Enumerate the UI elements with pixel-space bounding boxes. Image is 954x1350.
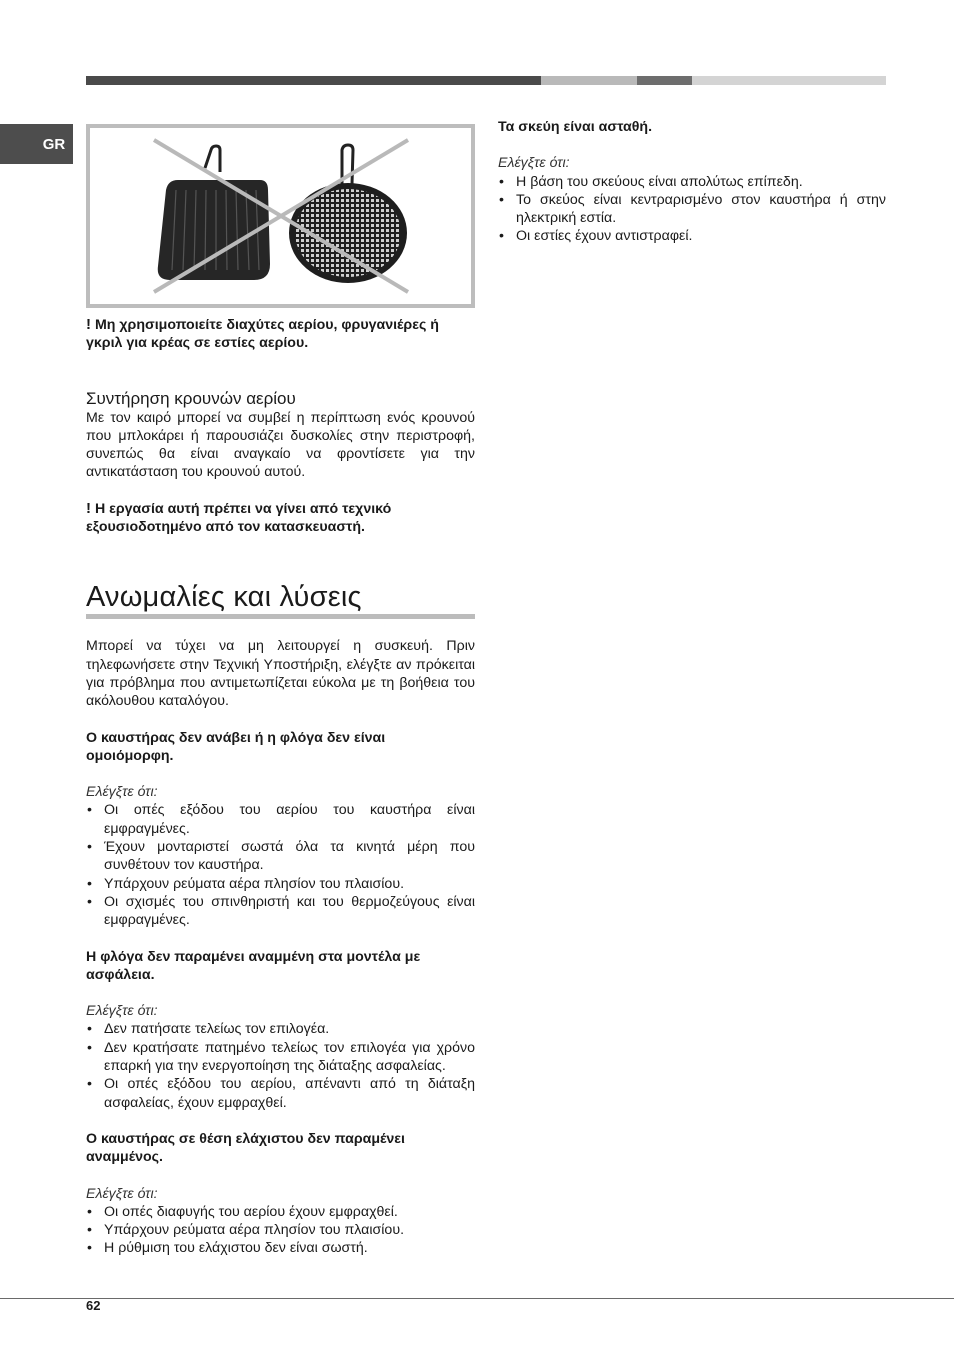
problem-title: Ο καυστήρας σε θέση ελάχιστου δεν παραμένει αναμμένος.: [86, 1130, 405, 1166]
exclamation-icon: !: [86, 316, 91, 333]
check-label: Ελέγξτε ότι:: [498, 155, 570, 172]
problem-title: Η φλόγα δεν παραμένει αναμμένη στα μοντέλα με ασφάλεια.: [86, 948, 421, 983]
check-label: Ελέγξτε ότι:: [86, 1003, 158, 1020]
list-item: • Υπάρχουν ρεύματα αέρα πλησίον του πλαισίου.: [86, 875, 475, 893]
footer-divider: [0, 1298, 954, 1299]
list-item: • Η βάση του σκεύους είναι απολύτως επίπεδη.: [498, 173, 886, 191]
grill-pans-crossed-icon: [90, 128, 471, 304]
list-item: • Το σκεύος είναι κεντραρισμένο στον καυστήρα ή στην ηλεκτρική εστία.: [498, 191, 886, 228]
problem-title: Τα σκεύη είναι ασταθή.: [498, 119, 653, 135]
problem-block: [86, 729, 475, 930]
top-bar-segment: [692, 76, 886, 85]
list-item: • Η ρύθμιση του ελάχιστου δεν είναι σωστή.: [86, 1239, 475, 1257]
check-label: Ελέγξτε ότι:: [86, 1185, 158, 1202]
language-code: GR: [42, 135, 66, 153]
problem-block: [86, 1130, 475, 1258]
list-item: • Οι σχισμές του σπινθηριστή και του θερμοζεύγους είναι εμφραγμένες.: [86, 893, 475, 930]
list-item: • Δεν κρατήσατε πατημένο τελείως τον επιλογέα για χρόνο επαρκή για την ενεργοποίηση της διάταξης ασφαλείας.: [86, 1039, 475, 1076]
top-color-bar: [86, 76, 886, 85]
check-label: Ελέγξτε ότι:: [86, 784, 158, 801]
prohibited-grills-illustration: [86, 124, 475, 308]
check-list: [86, 1020, 475, 1111]
list-item: • Οι οπές εξόδου του αερίου, απέναντι από τη διάταξη ασφαλείας, έχουν εμφραχθεί.: [86, 1075, 475, 1112]
exclamation-icon: !: [86, 499, 91, 517]
section-text: Με τον καιρό μπορεί να συμβεί η περίπτωση ενός κρουνού που μπλοκάρει ή παρουσιάζει δυσκολίες στην περιστροφή, συνεπώς θα είναι αναγκαίο να φροντίσετε για την αντικατάσταση του κρουνού αυτού.: [86, 409, 475, 481]
language-tab: [0, 124, 73, 164]
warning-text: Η εργασία αυτή πρέπει να γίνει από τεχνικό εξουσιοδοτημένο από τον κατασκευαστή.: [86, 500, 392, 536]
top-bar-segment: [541, 76, 637, 85]
page-number: 62: [86, 1298, 101, 1313]
problem-block: [86, 948, 475, 1112]
problem-block: [498, 118, 886, 246]
check-list: [498, 173, 886, 246]
warning-text: Μη χρησιμοποιείτε διαχύτες αερίου, φρυγανιέρες ή γκριλ για κρέας σε εστίες αερίου.: [86, 317, 439, 352]
list-item: • Οι οπές διαφυγής του αερίου έχουν εμφραχθεί.: [86, 1203, 475, 1221]
check-list: [86, 801, 475, 929]
list-item: • Οι εστίες έχουν αντιστραφεί.: [498, 227, 886, 245]
left-column: [86, 124, 475, 1258]
warning-note: [86, 316, 475, 353]
top-bar-segment: [637, 76, 692, 85]
section-title: Συντήρηση κρουνών αερίου: [86, 388, 296, 408]
intro-text: Μπορεί να τύχει να μη λειτουργεί η συσκευή. Πριν τηλεφωνήσετε στην Τεχνική Υποστήριξη, ελέγξτε αν πρόκειται για πρόβλημα που αντιμετωπίζεται εύκολα με τη βοήθεια του ακόλουθου καταλόγου.: [86, 638, 475, 710]
check-list: [86, 1203, 475, 1258]
top-bar-segment: [86, 76, 541, 85]
right-column: [498, 118, 886, 246]
list-item: • Υπάρχουν ρεύματα αέρα πλησίον του πλαισίου.: [86, 1221, 475, 1239]
warning-note: [86, 500, 475, 537]
list-item: • Έχουν μονταριστεί σωστά όλα τα κινητά μέρη που συνθέτουν τον καυστήρα.: [86, 838, 475, 875]
list-item: • Οι οπές εξόδου του αερίου του καυστήρα είναι εμφραγμένες.: [86, 801, 475, 838]
main-heading: Ανωμαλίες και λύσεις: [86, 580, 475, 619]
problem-title: Ο καυστήρας δεν ανάβει ή η φλόγα δεν είναι ομοιόμορφη.: [86, 729, 386, 764]
list-item: • Δεν πατήσατε τελείως τον επιλογέα.: [86, 1020, 475, 1038]
